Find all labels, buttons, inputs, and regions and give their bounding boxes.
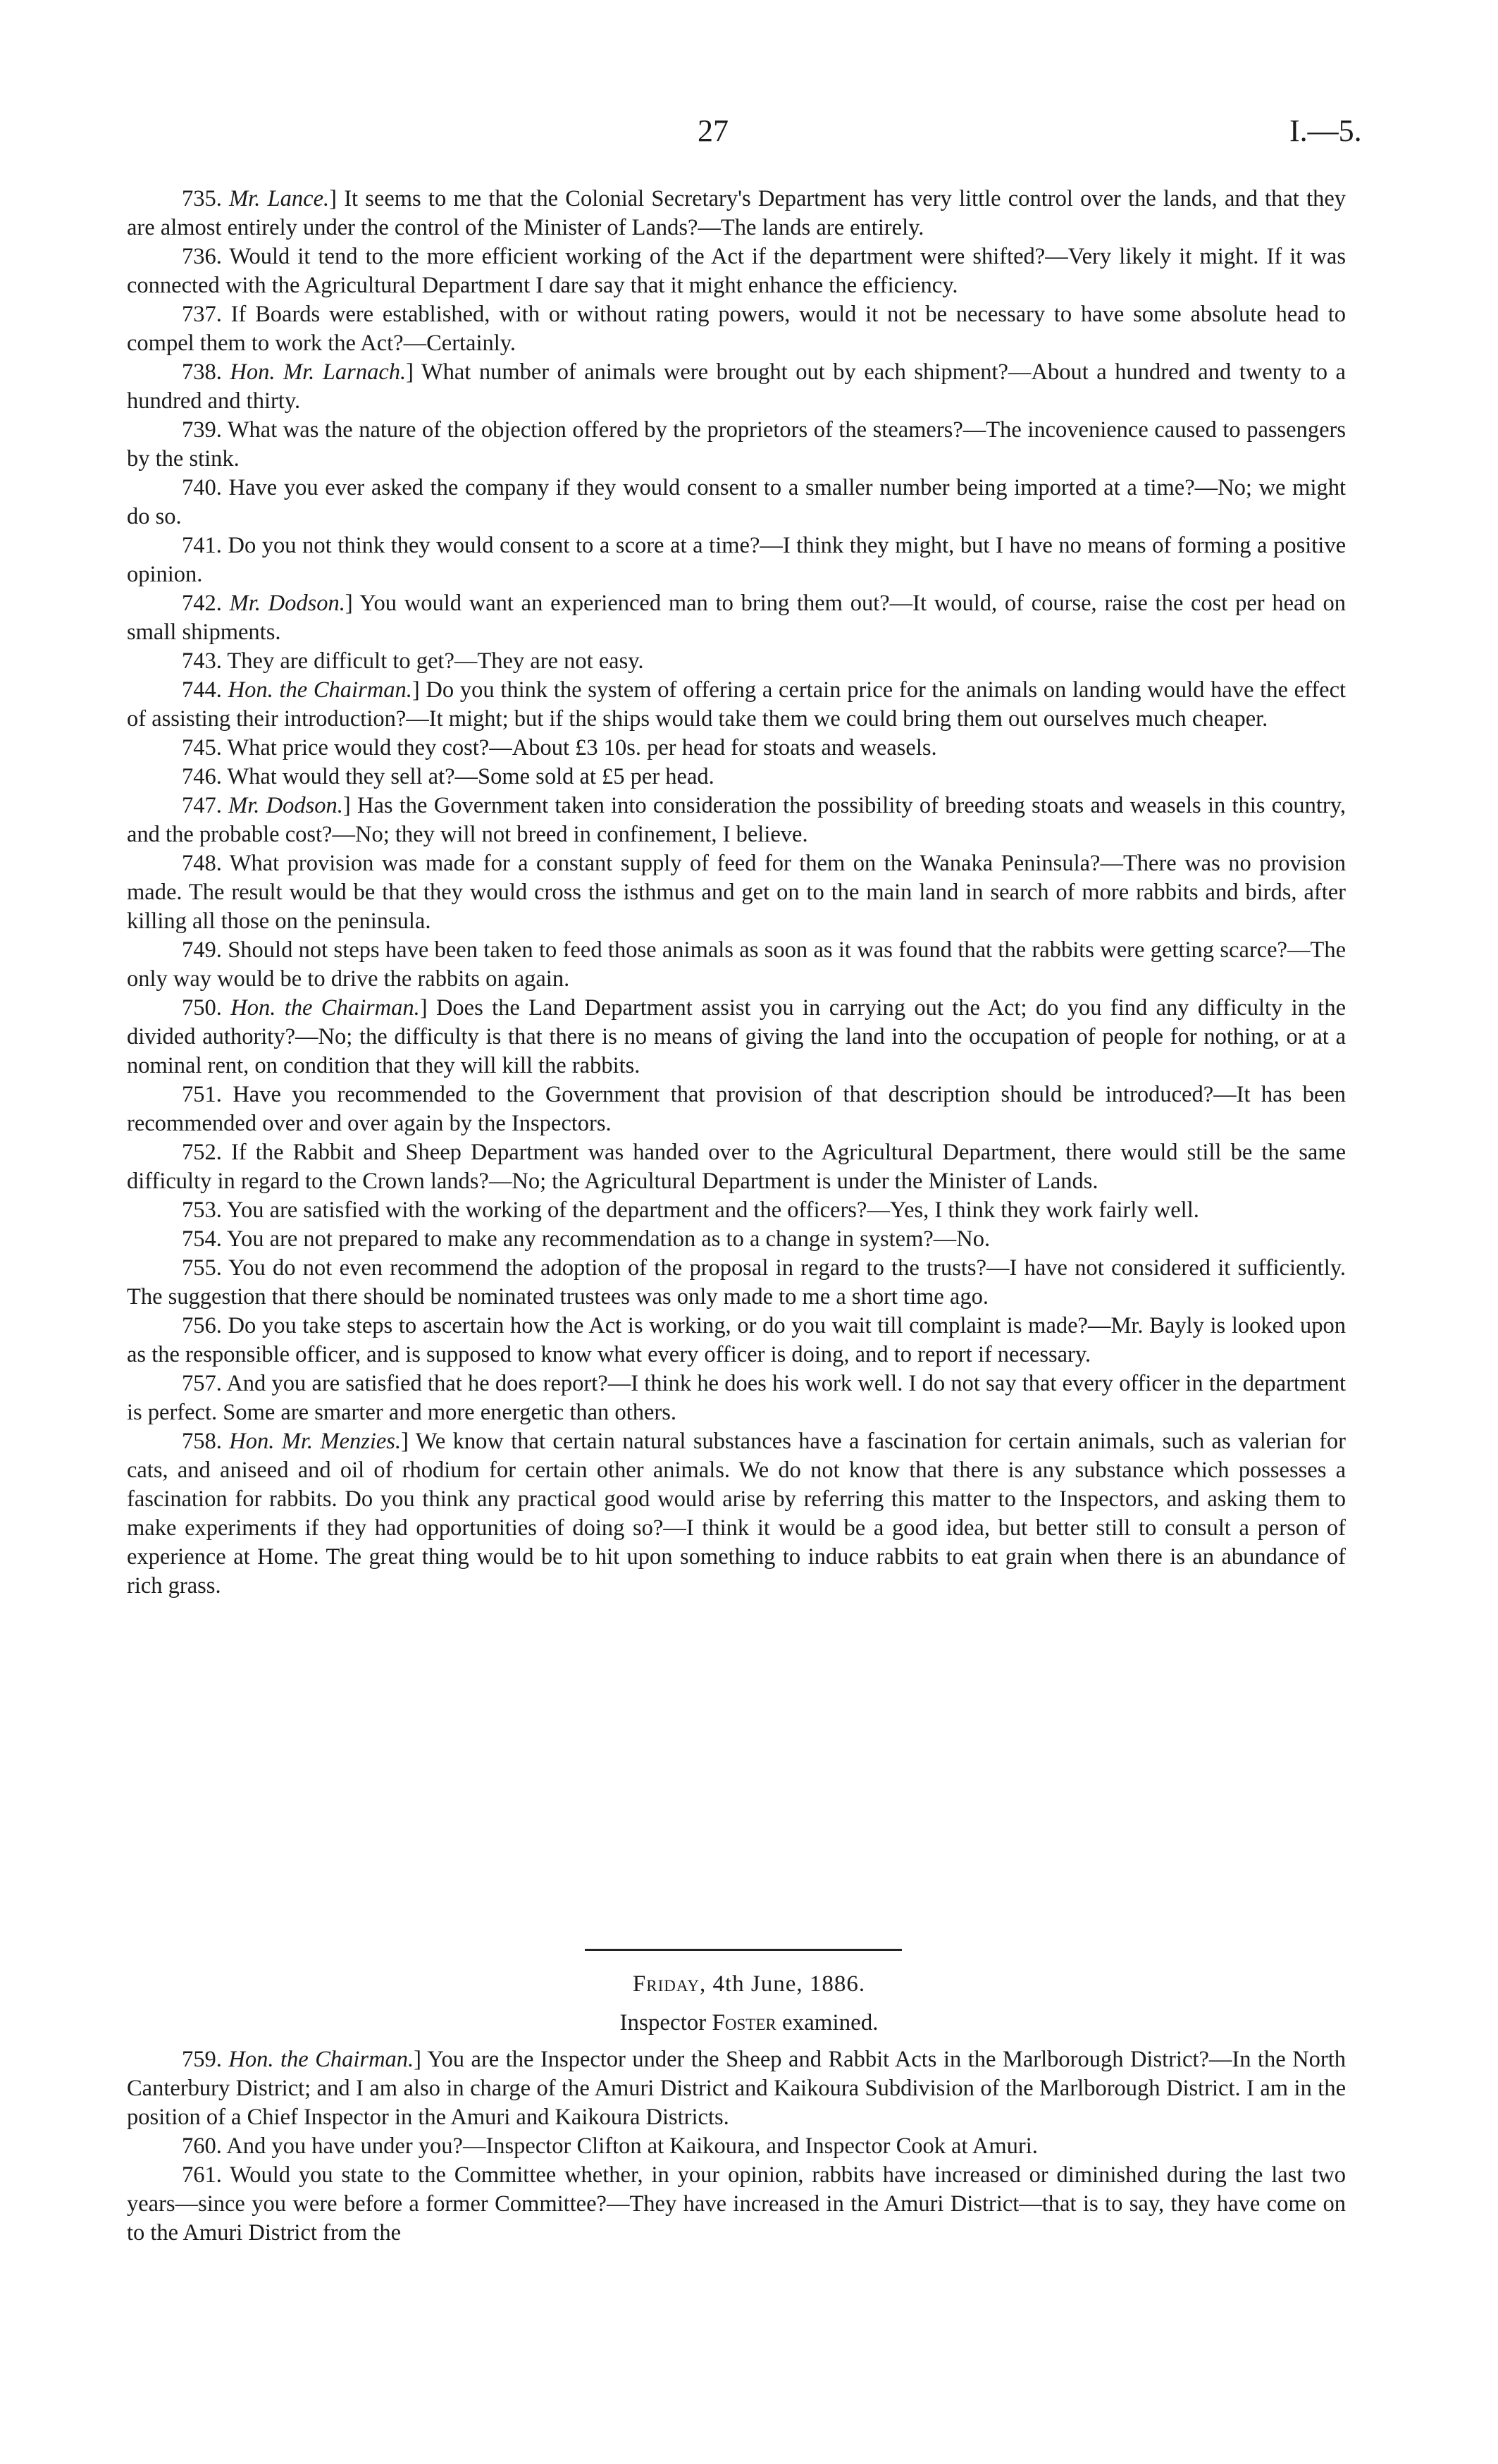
question-entry [127, 763, 1346, 791]
question-entry [127, 1196, 1346, 1225]
date-rest: , 4th June, 1886. [699, 1971, 866, 1997]
question-number: 737. [182, 302, 222, 327]
speaker-name: Hon. the Chairman. [230, 995, 420, 1021]
speaker-name: Mr. Dodson. [229, 591, 345, 616]
question-text: What price would they cost?—About £3 10s. per head for stoats and weasels. [227, 735, 937, 760]
question-entry [127, 300, 1346, 358]
speaker-name: Hon. Mr. Menzies. [229, 1429, 402, 1454]
question-number: 740. [182, 475, 222, 500]
question-entry [127, 734, 1346, 763]
evidence-block-second [127, 2045, 1346, 2248]
question-number: 756. [182, 1313, 222, 1338]
witness-prefix: Inspector [619, 2010, 707, 2035]
question-text: What would they sell at?—Some sold at £5 per head. [227, 764, 714, 789]
question-text: You are satisfied with the working of the department and the officers?—Yes, I think they work fairly well. [226, 1197, 1199, 1223]
speaker-name: Hon. Mr. Larnach. [230, 359, 407, 385]
question-number: 750. [182, 995, 222, 1021]
question-text: If the Rabbit and Sheep Department was handed over to the Agricultural Department, there would still be the same difficulty in regard to the Crown lands?—No; the Agricultural Department is under the Minister of Lands. [127, 1140, 1347, 1194]
question-text: And you have under you?—Inspector Clifton at Kaikoura, and Inspector Cook at Amuri. [226, 2133, 1038, 2159]
question-entry [127, 1225, 1346, 1254]
question-number: 751. [182, 1082, 222, 1107]
question-text: Have you recommended to the Government that provision of that description should be introduced?—It has been recommended over and over again by the Inspectors. [127, 1082, 1347, 1136]
question-text: You do not even recommend the adoption of the proposal in regard to the trusts?—I have not considered it sufficiently. The suggestion that there should be nominated trustees was only made to me a short time ago. [127, 1255, 1347, 1310]
speaker-name: Mr. Lance. [229, 186, 330, 211]
question-entry: 747. Mr. Dodson.] Has the Government taken into consideration the possibility of breeding stoats and weasels in this country, and the probable cost?—No; they will not breed in confinement, I believe. [127, 793, 1346, 847]
question-number: 755. [182, 1255, 222, 1281]
question-number: 758. [182, 1429, 222, 1454]
question-entry [127, 849, 1346, 936]
question-text: Does the Land Department assist you in carrying out the Act; do you find any difficulty in the divided authority?—No; the difficulty is that there is no means of giving the land into the occupation of people for nothing, or at a nominal rent, on condition that they will kill the rabbits. [127, 995, 1346, 1078]
section-divider [585, 1949, 902, 1951]
question-text: You are not prepared to make any recommendation as to a change in system?—No. [226, 1226, 991, 1252]
question-text: Should not steps have been taken to feed those animals as soon as it was found that the rabbits were getting scarce?—The only way would be to drive the rabbits on again. [127, 937, 1347, 992]
question-entry: 759. Hon. the Chairman.] You are the Inspector under the Sheep and Rabbit Acts in the Marlborough District?—In the North Canterbury District; and I am also in charge of the Amuri District and Kaikoura Subdivision of the Marlborough District. I am in the position of a Chief Inspector in the Amuri and Kaikoura Districts. [127, 2047, 1346, 2130]
question-entry [127, 936, 1346, 994]
question-entry [127, 474, 1346, 531]
question-text: What provision was made for a constant supply of feed for them on the Wanaka Peninsula?—There was no provision made. The result would be that they would cross the isthmus and get on to the main land in search of more rabbits and birds, after killing all those on the peninsula. [127, 851, 1346, 934]
date-weekday: Friday [632, 1971, 700, 1997]
question-number: 741. [182, 533, 222, 558]
question-number: 749. [182, 937, 222, 963]
question-number: 739. [182, 417, 222, 443]
question-entry: 742. Mr. Dodson.] You would want an experienced man to bring them out?—It would, of course, raise the cost per head on small shipments. [127, 591, 1346, 645]
question-number: 748. [182, 851, 222, 876]
question-text: Would you state to the Committee whether, in your opinion, rabbits have increased or diminished during the last two years—since you were before a former Committee?—They have increased in the Amuri District—that is to say, they have come on to the Amuri District from the [127, 2162, 1346, 2246]
witness-suffix: examined. [776, 2010, 879, 2035]
question-entry [127, 242, 1346, 300]
question-number: 735. [182, 186, 222, 211]
speaker-name: Mr. Dodson. [228, 793, 343, 818]
question-number: 736. [182, 244, 222, 269]
question-number: 742. [182, 591, 222, 616]
question-text: Do you think the system of offering a certain price for the animals on landing would have the effect of assisting their introduction?—It might; but if the ships would take them we could bring them out ourselves much cheaper. [127, 677, 1347, 732]
question-entry [127, 1369, 1346, 1427]
question-number: 759. [182, 2047, 222, 2072]
question-text: Would it tend to the more efficient working of the Act if the department were shifted?—Very likely it might. If it was connected with the Agricultural Department I dare say that it might enhance the efficiency. [127, 244, 1346, 298]
session-date [0, 1971, 1498, 1997]
question-text: You are the Inspector under the Sheep and Rabbit Acts in the Marlborough District?—In the North Canterbury District; and I am also in charge of the Amuri District and Kaikoura Subdivision of the Marlborough District. I am in the position of a Chief Inspector in the Amuri and Kaikoura Districts. [127, 2047, 1346, 2130]
question-number: 760. [182, 2133, 222, 2159]
question-entry [127, 1080, 1346, 1138]
question-entry [127, 1312, 1346, 1369]
question-entry [127, 2161, 1346, 2248]
question-entry: 738. Hon. Mr. Larnach.] What number of animals were brought out by each shipment?—About a hundred and twenty to a hundred and thirty. [127, 359, 1346, 414]
question-number: 754. [182, 1226, 222, 1252]
question-number: 761. [182, 2162, 222, 2188]
evidence-block [127, 185, 1346, 1601]
question-number: 753. [182, 1197, 222, 1223]
question-number: 738. [182, 359, 222, 385]
question-entry [127, 647, 1346, 676]
question-entry [127, 1138, 1346, 1196]
question-entry: 744. Hon. the Chairman.] Do you think the system of offering a certain price for the animals on landing would have the effect of assisting their introduction?—It might; but if the ships would take them we could bring them out ourselves much cheaper. [127, 677, 1347, 732]
question-text: You would want an experienced man to bring them out?—It would, of course, raise the cost per head on small shipments. [127, 591, 1346, 645]
question-text: If Boards were established, with or without rating powers, would it not be necessary to have some absolute head to compel them to work the Act?—Certainly. [127, 302, 1347, 356]
question-text: What number of animals were brought out by each shipment?—About a hundred and twenty to a hundred and thirty. [127, 359, 1346, 414]
question-entry: 758. Hon. Mr. Menzies.] We know that certain natural substances have a fascination for certain animals, such as valerian for cats, and aniseed and oil of rhodium for certain other animals. We do not know that there is any substance which possesses a fascination for rabbits. Do you think any practical good would arise by referring this matter to the Inspectors, and asking them to make experiments if they had opportunities of doing so?—I think it would be a good idea, but better still to consult a person of experience at Home. The great thing would be to hit upon something to induce rabbits to eat grain when there is an abundance of rich grass. [127, 1429, 1347, 1598]
question-text: What was the nature of the objection offered by the proprietors of the steamers?—The incovenience caused to passengers by the stink. [127, 417, 1346, 472]
speaker-name: Hon. the Chairman. [228, 2047, 414, 2072]
question-number: 743. [182, 648, 222, 674]
question-text: They are difficult to get?—They are not easy. [227, 648, 644, 674]
question-entry [127, 1254, 1346, 1312]
question-entry: 750. Hon. the Chairman.] Does the Land Department assist you in carrying out the Act; do you find any difficulty in the divided authority?—No; the difficulty is that there is no means of giving the land into the occupation of people for nothing, or at a nominal rent, on condition that they will kill the rabbits. [127, 995, 1346, 1078]
question-entry [127, 416, 1346, 474]
question-text: Have you ever asked the company if they would consent to a smaller number being imported at a time?—No; we might do so. [127, 475, 1347, 529]
question-number: 757. [182, 1371, 222, 1396]
question-entry [127, 531, 1346, 589]
question-text: Has the Government taken into consideration the possibility of breeding stoats and weasels in this country, and the probable cost?—No; they will not breed in confinement, I believe. [127, 793, 1346, 847]
question-text: Do you not think they would consent to a score at a time?—I think they might, but I have no means of forming a positive opinion. [127, 533, 1347, 587]
witness-heading [0, 2010, 1498, 2036]
question-number: 746. [182, 764, 222, 789]
question-number: 745. [182, 735, 222, 760]
question-number: 744. [182, 677, 222, 703]
question-entry [127, 2132, 1346, 2161]
question-number: 747. [182, 793, 222, 818]
question-text: It seems to me that the Colonial Secretary's Department has very little control over the lands, and that they are almost entirely under the control of the Minister of Lands?—The lands are entirely. [127, 186, 1347, 240]
question-number: 752. [182, 1140, 222, 1165]
question-text: Do you take steps to ascertain how the Act is working, or do you wait till complaint is made?—Mr. Bayly is looked upon as the responsible officer, and is supposed to know what every officer is doing, and to report if necessary. [127, 1313, 1347, 1367]
question-text: And you are satisfied that he does report?—I think he does his work well. I do not say that every officer in the department is perfect. Some are smarter and more energetic than others. [127, 1371, 1346, 1425]
question-entry: 735. Mr. Lance.] It seems to me that the Colonial Secretary's Department has very little control over the lands, and that they are almost entirely under the control of the Minister of Lands?—The lands are entirely. [127, 186, 1347, 240]
page-number: 27 [698, 113, 729, 148]
speaker-name: Hon. the Chairman. [228, 677, 412, 703]
witness-name: Foster [712, 2010, 776, 2035]
question-text: We know that certain natural substances have a fascination for certain animals, such as valerian for cats, and aniseed and oil of rhodium for certain other animals. We do not know that there is any substance which possesses a fascination for rabbits. Do you think any practical good would arise by referring this matter to the Inspectors, and asking them to make experiments if they had opportunities of doing so?—I think it would be a good idea, but better still to consult a person of experience at Home. The great thing would be to hit upon something to induce rabbits to eat grain when there is an abundance of rich grass. [127, 1429, 1347, 1598]
document-reference: I.—5. [1289, 113, 1362, 148]
